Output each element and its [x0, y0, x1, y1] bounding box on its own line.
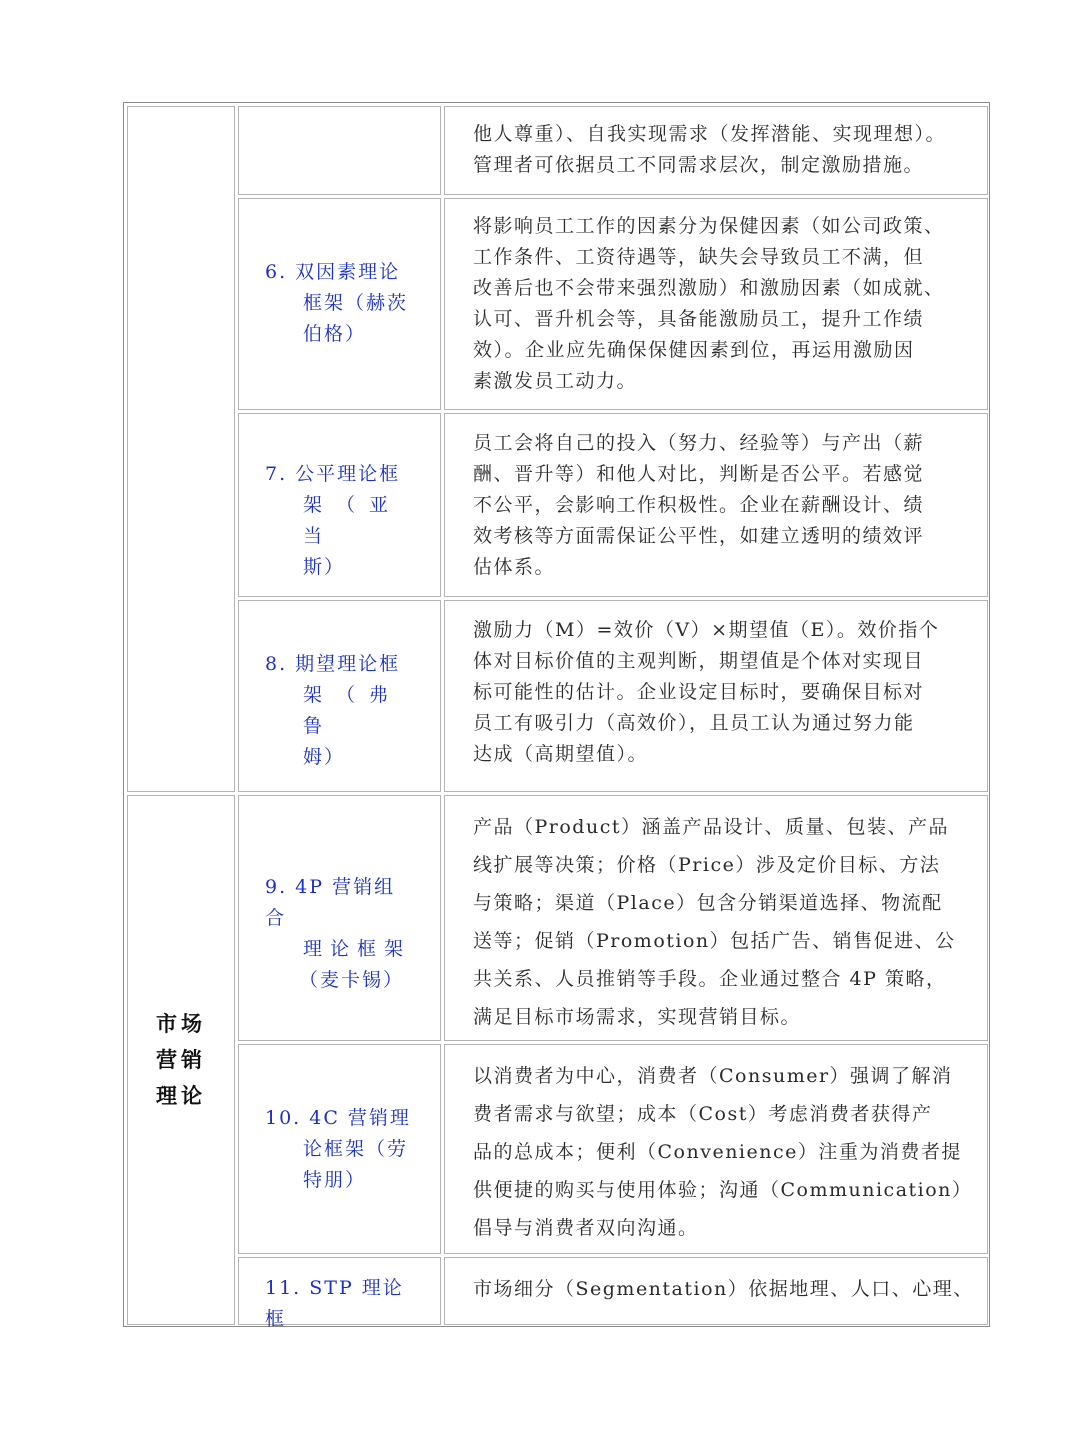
theory-table	[123, 102, 990, 1330]
theory-name-cell	[238, 600, 441, 792]
theory-desc-cell	[444, 1257, 988, 1325]
theory-description: 市场细分（Segmentation）依据地理、人口、心理、	[473, 1278, 974, 1300]
theory-description: 他人尊重）、自我实现需求（发挥潜能、实现理想）。 管理者可依据员工不同需求层次，制定激励措施。	[473, 123, 947, 176]
theory-name-cell	[238, 413, 441, 597]
theory-description: 以消费者为中心，消费者（Consumer）强调了解消 费者需求与欲望；成本（Cost）考虑消费者获得产 品的总成本；便利（Convenience）注重为消费者提 供便捷的购买与使用体验；沟通（Communication） 倡导与消费者双向沟通。	[473, 1065, 973, 1239]
theory-desc-cell	[444, 600, 988, 792]
category-cell	[127, 106, 235, 792]
theory-name: 7. 公平理论框 架（亚当 斯）	[265, 463, 403, 578]
theory-desc-cell	[444, 1044, 988, 1254]
theory-name-cell	[238, 106, 441, 195]
theory-description: 将影响员工工作的因素分为保健因素（如公司政策、 工作条件、工资待遇等，缺失会导致员工不满，但 改善后也不会带来强烈激励）和激励因素（如成就、 认可、晋升机会等，具备能激励员工，提升工作绩 效）。企业应先确保保健因素到位，再运用激励因 素激发员工动力。	[473, 215, 945, 392]
category-cell-marketing	[127, 795, 235, 1325]
theory-name: 9. 4P 营销组合 理论框架 （麦卡锡）	[265, 876, 412, 991]
theory-name-cell	[238, 1257, 441, 1330]
theory-name: 6. 双因素理论 框架（赫茨 伯格）	[265, 261, 409, 345]
theory-name: 8. 期望理论框 架（弗鲁 姆）	[265, 653, 403, 768]
theory-name-cell	[238, 795, 441, 1041]
theory-desc-cell	[444, 106, 988, 195]
theory-name: 11. STP 理论框	[265, 1277, 404, 1330]
theory-name: 10. 4C 营销理 论框架（劳 特朋）	[265, 1107, 411, 1191]
theory-description: 激励力（M）=效价（V）×期望值（E）。效价指个 体对目标价值的主观判断，期望值是个体对实现目 标可能性的估计。企业设定目标时，要确保目标对 员工有吸引力（高效价），且员工认为通过努力能 达成（高期望值）。	[473, 619, 940, 765]
category-label-line: 市场	[156, 1011, 206, 1036]
theory-name-cell	[238, 198, 441, 410]
theory-desc-cell	[444, 795, 988, 1041]
theory-description: 员工会将自己的投入（努力、经验等）与产出（薪 酬、晋升等）和他人对比，判断是否公平。若感觉 不公平，会影响工作积极性。企业在薪酬设计、绩 效考核等方面需保证公平性，如建立透明的绩效评 估体系。	[473, 432, 925, 578]
theory-description: 产品（Product）涵盖产品设计、质量、包装、产品 线扩展等决策；价格（Price）涉及定价目标、方法 与策略；渠道（Place）包含分销渠道选择、物流配 送等；促销（Promotion）包括广告、销售促进、公 共关系、人员推销等手段。企业通过整合 4P 策略， 满足目标市场需求，实现营销目标。	[473, 816, 956, 1028]
category-label	[128, 1006, 234, 1114]
category-label-line: 理论	[156, 1083, 206, 1108]
theory-name-cell	[238, 1044, 441, 1254]
theory-desc-cell	[444, 198, 988, 410]
category-label-line: 营销	[156, 1047, 206, 1072]
theory-desc-cell	[444, 413, 988, 597]
